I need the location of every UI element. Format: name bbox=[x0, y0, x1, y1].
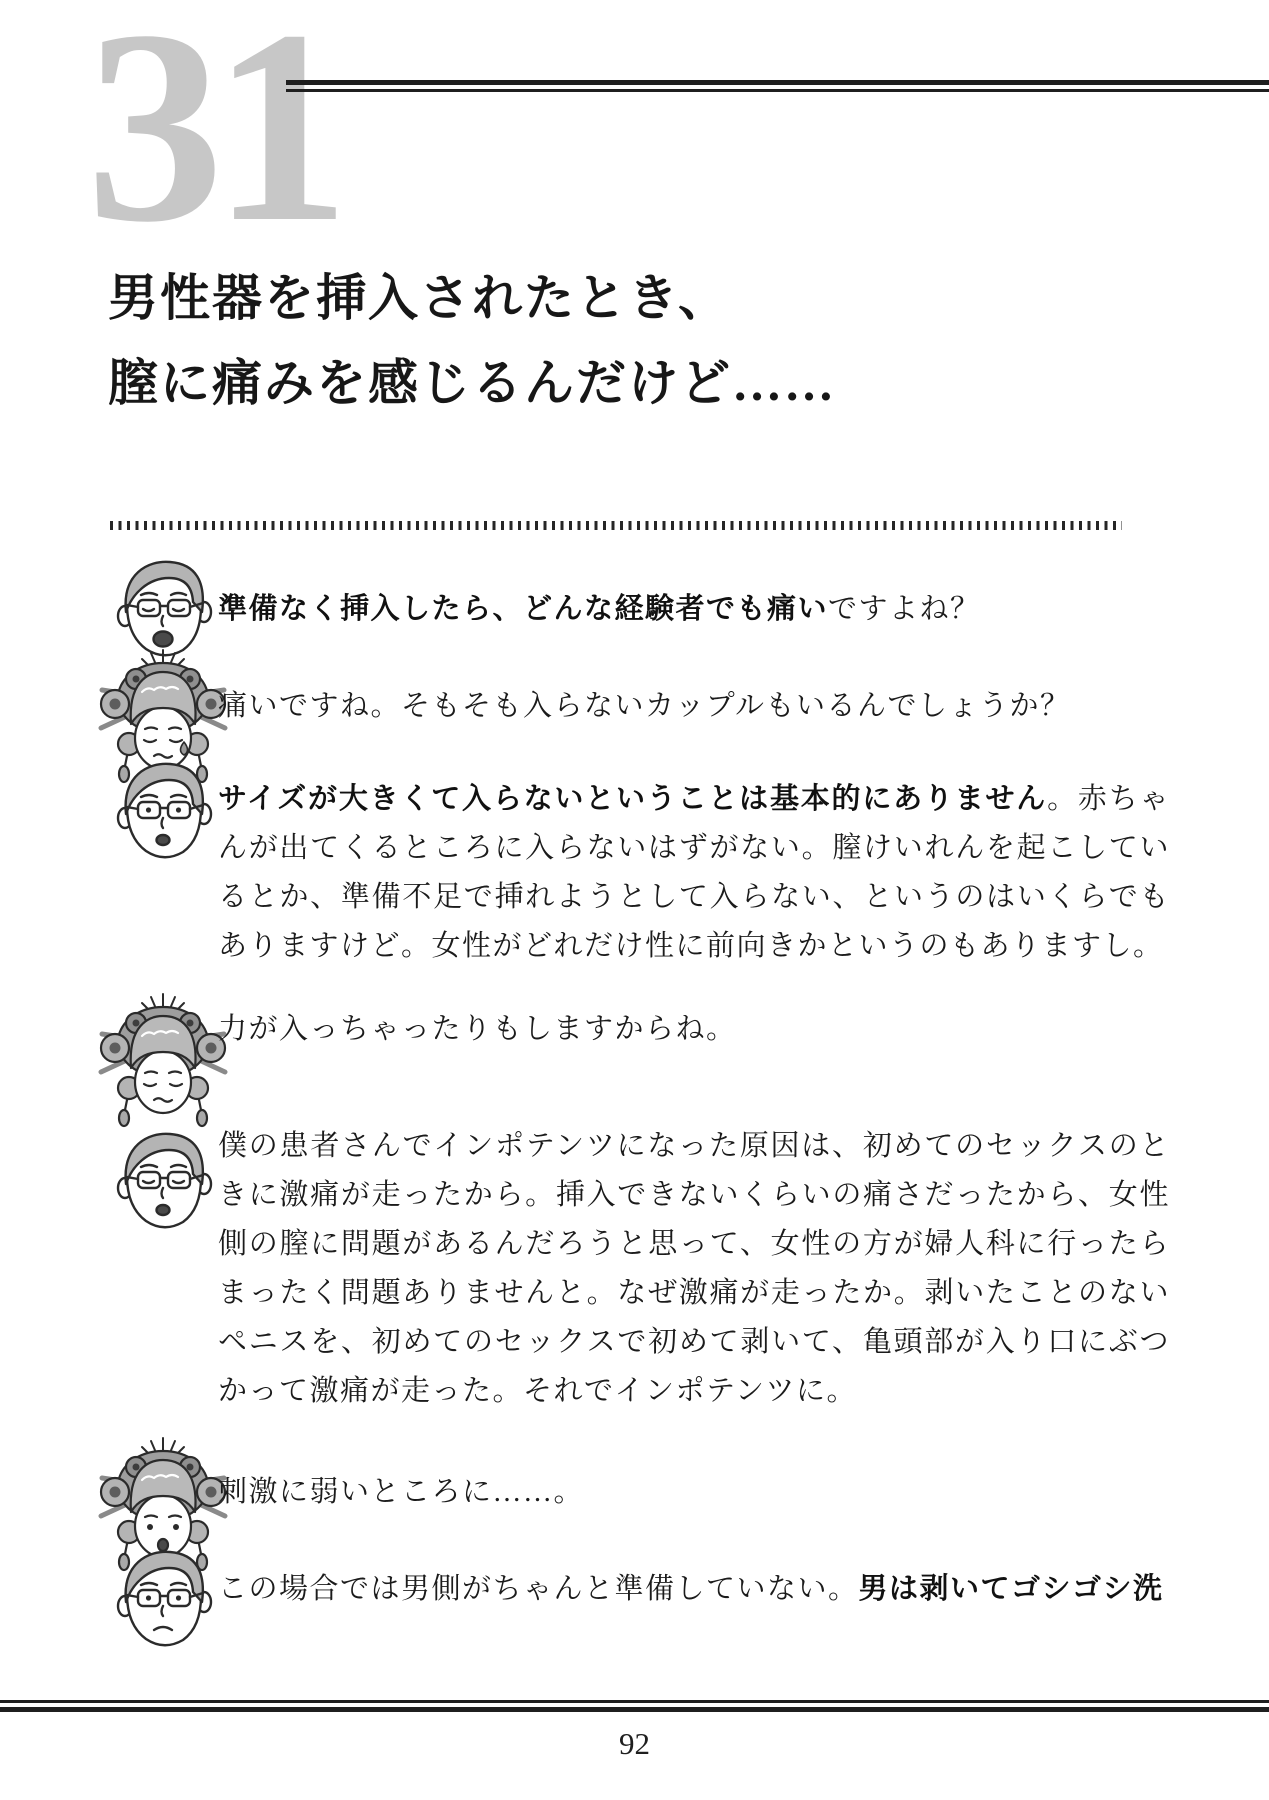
title-line-1: 男性器を挿入されたとき、 bbox=[108, 270, 730, 326]
face bbox=[135, 1051, 191, 1113]
page-number: 92 bbox=[619, 1726, 650, 1761]
dialogue-text bbox=[218, 1122, 1170, 1416]
dialogue-segment: 僕の患者さんでインポテンツになった原因は、初めてのセックスのときに激痛が走ったから。挿入できないくらいの痛さだったから、女性側の膣に問題があるんだろうと思って、女性の方が婦人科に行ったらまったく問題ありませんと。なぜ激痛が走ったか。剥いたことのないペニスを、初めてのセックスで初めて剥いて、亀頭部が入り口にぶつかって激痛が走った。それでインポテンツに。 bbox=[218, 1130, 1170, 1407]
dialogue-segment: 痛いですね。そもそも入らないカップルもいるんでしょうか？ bbox=[218, 690, 1071, 722]
dialogue-segment: ですよね？ bbox=[828, 593, 981, 625]
hair-ornament-center bbox=[133, 1464, 140, 1471]
dialogue-segment-bold: サイズが大きくて入らないということは基本的にありません bbox=[218, 781, 1048, 815]
dangling-ornament bbox=[125, 1100, 127, 1110]
speaker-avatar-holder bbox=[98, 990, 228, 1132]
hair-ornament-center bbox=[133, 676, 140, 683]
speaker-avatar-holder bbox=[112, 752, 216, 864]
dialogue-segment: 刺激に弱いところに……。 bbox=[218, 1476, 585, 1508]
bun-ornament bbox=[206, 1043, 217, 1054]
woman-face-icon bbox=[98, 990, 228, 1132]
bun-ornament bbox=[110, 1487, 121, 1498]
mouth-talk-icon bbox=[157, 835, 170, 845]
hair-ornament-center bbox=[133, 1020, 140, 1027]
dialogue-text bbox=[218, 682, 1170, 731]
hair-ornament-center bbox=[187, 1020, 194, 1027]
bun-ornament bbox=[110, 699, 121, 710]
dialogue-text bbox=[218, 774, 1170, 971]
dialogue-segment-bold: 男は剥いてゴシゴシ洗 bbox=[858, 1571, 1164, 1605]
page-title bbox=[108, 256, 836, 426]
dialogue-text bbox=[218, 1468, 1170, 1517]
doctor-face-icon bbox=[112, 1540, 216, 1652]
speaker-avatar-holder bbox=[112, 1540, 216, 1652]
dialogue-segment: 力が入っちゃったりもしますからね。 bbox=[218, 1013, 737, 1045]
top-double-rule bbox=[286, 80, 1269, 92]
mouth-talk-icon bbox=[157, 1205, 170, 1215]
dialogue-segment-bold: 準備なく挿入したら、どんな経験者でも痛い bbox=[218, 591, 829, 625]
doctor-face-icon bbox=[112, 1122, 216, 1234]
bun-ornament bbox=[206, 1487, 217, 1498]
doctor-face-icon bbox=[112, 752, 216, 864]
dialogue-text bbox=[218, 1564, 1170, 1614]
speaker-avatar-holder bbox=[112, 1122, 216, 1234]
dangling-ornament bbox=[199, 1100, 201, 1110]
hair-ornament-center bbox=[187, 676, 194, 683]
bun-ornament bbox=[206, 699, 217, 710]
title-line-2: 膣に痛みを感じるんだけど…… bbox=[108, 355, 836, 411]
bun-ornament bbox=[110, 1043, 121, 1054]
dialogue-segment: 。赤ちゃんが出てくるところに入らないはずがない。膣けいれんを起こしているとか、準備不足で挿れようとして入らない、というのはいくらでもありますけど。女性がどれだけ性に前向きかというのもありますし。 bbox=[218, 783, 1170, 962]
dialogue-text bbox=[218, 1005, 1170, 1054]
dialogue-text bbox=[218, 584, 1170, 634]
chapter-number: 31 bbox=[86, 0, 338, 279]
hair-ornament-center bbox=[187, 1464, 194, 1471]
dotted-separator bbox=[110, 521, 1122, 530]
mouth-open-icon bbox=[154, 632, 173, 647]
dialogue-segment: この場合では男側がちゃんと準備していない。 bbox=[218, 1573, 859, 1605]
bottom-double-rule bbox=[0, 1700, 1269, 1712]
